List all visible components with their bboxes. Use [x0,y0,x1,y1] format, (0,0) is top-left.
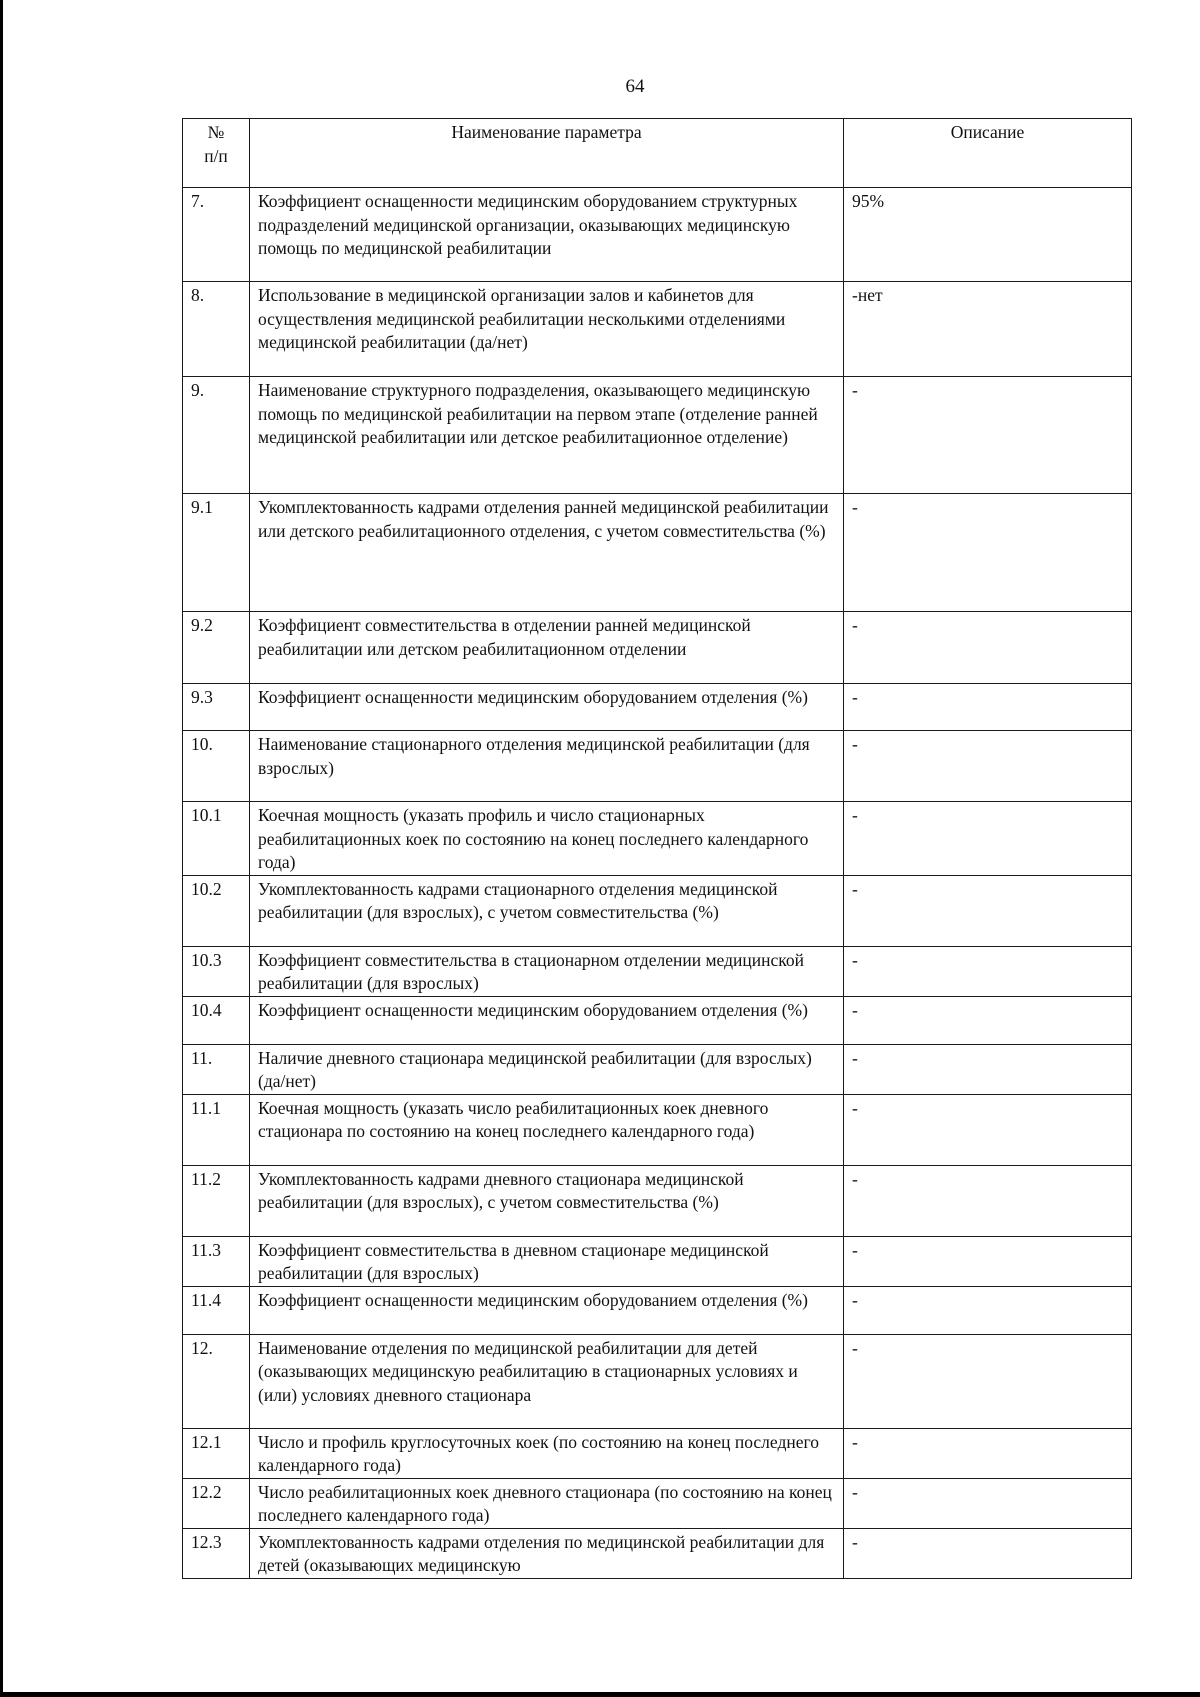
row-number: 12.1 [183,1428,250,1478]
row-parameter-name: Использование в медицинской организации залов и кабинетов для осуществления медицинской реабилитации несколькими отделениями медицинской реабилитации (да/нет) [250,282,844,377]
row-parameter-name: Укомплектованность кадрами отделения ранней медицинской реабилитации или детского реабилитационного отделения, с учетом совместительства (%) [250,494,844,612]
row-description: - [844,684,1132,731]
table-row [183,802,1132,876]
table-body [183,188,1132,1579]
table-row [183,188,1132,282]
row-parameter-name: Наименование структурного подразделения, оказывающего медицинскую помощь по медицинской реабилитации на первом этапе (отделение ранней медицинской реабилитации или детское реабилитационное отделение) [250,377,844,494]
row-description: - [844,802,1132,876]
row-number: 9.2 [183,612,250,684]
table-row [183,731,1132,802]
row-number: 12. [183,1334,250,1428]
row-parameter-name: Коэффициент оснащенности медицинским оборудованием отделения (%) [250,996,844,1044]
row-number: 9.1 [183,494,250,612]
row-description: - [844,1334,1132,1428]
row-parameter-name: Число реабилитационных коек дневного стационара (по состоянию на конец последнего календарного года) [250,1478,844,1528]
row-number: 9.3 [183,684,250,731]
table-row [183,1236,1132,1286]
row-parameter-name: Укомплектованность кадрами стационарного отделения медицинской реабилитации (для взрослых), с учетом совместительства (%) [250,875,844,946]
table-row [183,1334,1132,1428]
row-number: 7. [183,188,250,282]
row-description: - [844,1428,1132,1478]
row-parameter-name: Укомплектованность кадрами дневного стационара медицинской реабилитации (для взрослых), с учетом совместительства (%) [250,1165,844,1236]
row-number: 8. [183,282,250,377]
table-row [183,1165,1132,1236]
parameters-table [182,118,1132,1579]
row-description: - [844,946,1132,996]
scan-border-bottom [0,1692,1200,1697]
row-description: 95% [844,188,1132,282]
row-description: - [844,731,1132,802]
table-row [183,377,1132,494]
row-number: 10.4 [183,996,250,1044]
row-parameter-name: Коечная мощность (указать профиль и число стационарных реабилитационных коек по состоянию на конец последнего календарного года) [250,802,844,876]
page-number: 64 [625,76,645,97]
row-description: - [844,1094,1132,1165]
row-number: 9. [183,377,250,494]
table-row [183,1094,1132,1165]
header-description: Описание [844,119,1132,188]
row-description: - [844,1044,1132,1094]
table-row [183,494,1132,612]
row-parameter-name: Коэффициент оснащенности медицинским оборудованием отделения (%) [250,1286,844,1334]
row-parameter-name: Коэффициент совместительства в дневном стационаре медицинской реабилитации (для взрослых) [250,1236,844,1286]
row-description: - [844,1165,1132,1236]
row-description: - [844,377,1132,494]
row-description: - [844,1236,1132,1286]
row-parameter-name: Число и профиль круглосуточных коек (по состоянию на конец последнего календарного года) [250,1428,844,1478]
table-row [183,1044,1132,1094]
row-description: - [844,875,1132,946]
table-row [183,684,1132,731]
row-number: 10.1 [183,802,250,876]
row-parameter-name: Коечная мощность (указать число реабилитационных коек дневного стационара по состоянию на конец последнего календарного года) [250,1094,844,1165]
row-parameter-name: Коэффициент оснащенности медицинским оборудованием отделения (%) [250,684,844,731]
row-parameter-name: Укомплектованность кадрами отделения по медицинской реабилитации для детей (оказывающих медицинскую [250,1528,844,1578]
scan-border-left [0,0,3,1697]
row-number: 10. [183,731,250,802]
table-row [183,282,1132,377]
row-number: 11.3 [183,1236,250,1286]
table-row [183,996,1132,1044]
row-number: 10.2 [183,875,250,946]
row-description: - [844,494,1132,612]
header-parameter-name: Наименование параметра [250,119,844,188]
header-number: № п/п [183,119,250,188]
row-parameter-name: Коэффициент оснащенности медицинским оборудованием структурных подразделений медицинской организации, оказывающих медицинскую помощь по медицинской реабилитации [250,188,844,282]
row-number: 12.2 [183,1478,250,1528]
row-number: 10.3 [183,946,250,996]
table-row [183,1478,1132,1528]
row-number: 12.3 [183,1528,250,1578]
row-parameter-name: Коэффициент совместительства в отделении ранней медицинской реабилитации или детском реабилитационном отделении [250,612,844,684]
row-description: - [844,1528,1132,1578]
row-description: - [844,612,1132,684]
table-row [183,1428,1132,1478]
row-description: - [844,1286,1132,1334]
row-parameter-name: Наименование отделения по медицинской реабилитации для детей (оказывающих медицинскую реабилитацию в стационарных условиях и (или) условиях дневного стационара [250,1334,844,1428]
row-description: - [844,1478,1132,1528]
row-number: 11.1 [183,1094,250,1165]
row-number: 11.2 [183,1165,250,1236]
table-row [183,612,1132,684]
row-description: - [844,996,1132,1044]
table-header-row [183,119,1132,188]
row-number: 11. [183,1044,250,1094]
row-number: 11.4 [183,1286,250,1334]
table-row [183,1528,1132,1578]
row-description: -нет [844,282,1132,377]
row-parameter-name: Наличие дневного стационара медицинской реабилитации (для взрослых) (да/нет) [250,1044,844,1094]
table-row [183,875,1132,946]
row-parameter-name: Коэффициент совместительства в стационарном отделении медицинской реабилитации (для взрослых) [250,946,844,996]
table-row [183,1286,1132,1334]
row-parameter-name: Наименование стационарного отделения медицинской реабилитации (для взрослых) [250,731,844,802]
table-row [183,946,1132,996]
